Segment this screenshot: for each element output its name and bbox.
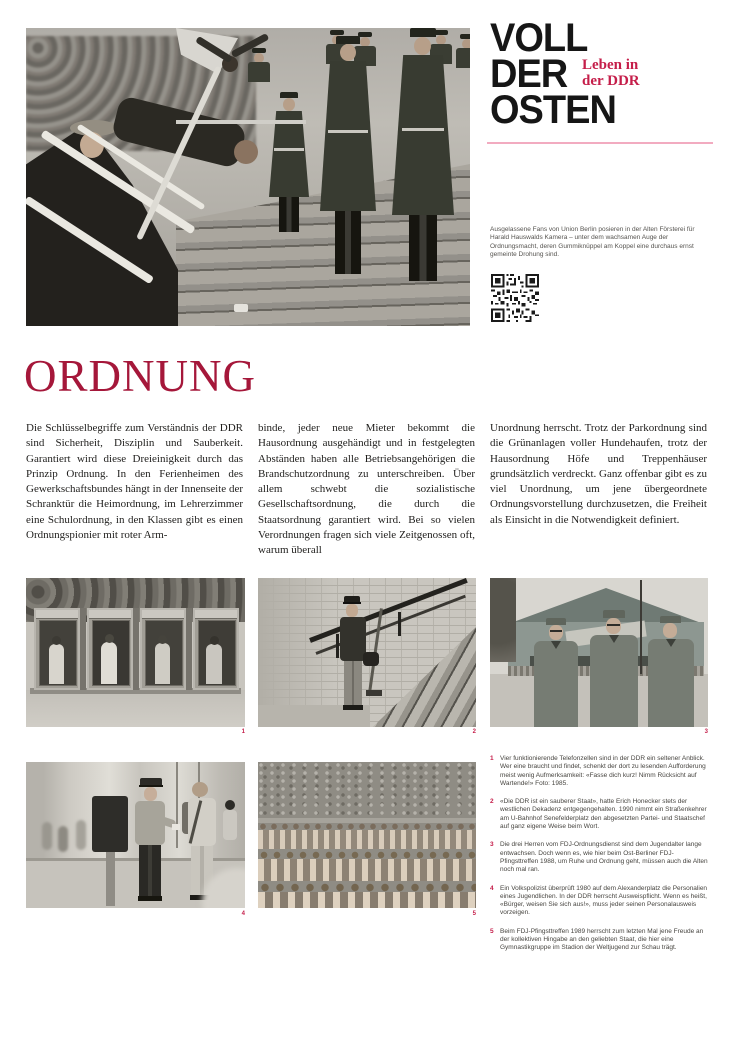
page-title: ORDNUNG bbox=[24, 351, 256, 401]
person-head bbox=[210, 636, 219, 645]
youth-hair bbox=[192, 782, 208, 797]
passerby-hair bbox=[225, 800, 235, 810]
officer-face bbox=[283, 98, 295, 111]
handrail-post bbox=[398, 612, 401, 636]
warden-face bbox=[663, 623, 677, 638]
warden-figure-left bbox=[534, 618, 578, 727]
phone-booth bbox=[140, 608, 186, 690]
warden-face bbox=[606, 618, 621, 634]
gymnast-row-bodies bbox=[258, 892, 476, 908]
gymnast-row-heads bbox=[258, 851, 476, 859]
gymnast-row-heads bbox=[258, 883, 476, 892]
warden-jacket bbox=[534, 641, 578, 727]
phone-booth bbox=[34, 608, 80, 690]
police-trousers bbox=[139, 845, 161, 897]
article-columns bbox=[26, 421, 708, 559]
litter-paper bbox=[234, 304, 248, 312]
warden-jacket bbox=[648, 639, 694, 727]
photo-gymnastics-formation bbox=[258, 762, 476, 908]
warden-glasses bbox=[607, 624, 620, 626]
officer-face bbox=[414, 37, 431, 55]
caption-number: 5 bbox=[490, 927, 494, 935]
warden-cap bbox=[603, 610, 625, 618]
caption-text: Beim FDJ-Pfingsttreffen 1989 herrscht zum letzten Mal jene Freude an der kollektiven Hingabe an den geliebten Staat, die hier eine Gymnastikgruppe im Stadion der Weltjugend zur Schau trägt. bbox=[500, 927, 704, 952]
officer-legs bbox=[409, 215, 437, 281]
caption-item bbox=[490, 841, 709, 874]
hero-caption: Ausgelassene Fans von Union Berlin posieren in der Alten Försterei für Harald Hauswalds Kamera – unter dem wachsamen Auge der Ordnungsmacht, deren Gummiknüppel am Koppel eine durchaus ernst gemeinte Drohung sind. bbox=[490, 226, 695, 258]
officer-belt bbox=[328, 130, 368, 133]
photo-union-fans-police bbox=[26, 28, 470, 326]
subtitle-line: Leben in bbox=[582, 57, 639, 73]
sweeper-bag bbox=[363, 652, 379, 666]
officer-belt bbox=[274, 148, 304, 151]
gymnast-row-heads bbox=[258, 823, 476, 830]
booth-sign bbox=[89, 610, 131, 619]
gymnast-row-bodies bbox=[258, 859, 476, 881]
tree-edge bbox=[490, 578, 516, 662]
article-column-1: Die Schlüsselbegriffe zum Verständnis der DDR sind Sicherheit, Disziplin und Sauberkeit. Garantiert wird diese Dreieinigkeit durch das Prinzip Ordnung. In den Ferienheimen des Gewerkschaftsbundes hängt in der Innenseite der Schranktür die Heimordnung, im Lehrerzimmer eine Schulordnung, in den Klassen gibt es einen Ordnungspionier mit roter Arm- bbox=[26, 422, 243, 542]
person-head bbox=[105, 634, 114, 643]
fan-crowd-mass bbox=[26, 124, 178, 326]
caption-text: Die drei Herren vom FDJ-Ordnungsdienst sind dem Jugendalter lange entwachsen. Doch wenn es, wie hier beim Ost-Berliner FDJ-Pfingsttreffen 1988, um Ruhe und Ordnung geht, müssen auch die Alten noch mal ran. bbox=[500, 841, 708, 874]
officer-coat bbox=[392, 55, 454, 215]
booth-sign bbox=[142, 610, 184, 619]
police-shoes bbox=[138, 896, 162, 901]
caption-text: Vier funktionierende Telefonzellen sind in der DDR ein seltener Anblick. Wer eine braucht und findet, schenkt der dort zu lesenden Aufforderung meist wenig Aufmerksamkeit: «Fasse dich kurz! Nimm Rücksicht auf Wartende!» Foto: 1985. bbox=[500, 755, 706, 787]
officer-figure-large bbox=[392, 28, 454, 284]
blurred-pedestrian bbox=[58, 826, 68, 852]
sweeper-trousers bbox=[344, 661, 362, 705]
person-silhouette bbox=[206, 644, 222, 684]
warden-glasses bbox=[550, 630, 562, 632]
sweeper-figure bbox=[336, 596, 376, 716]
phone-booth bbox=[193, 608, 239, 690]
id-papers bbox=[172, 824, 180, 830]
caption-number: 2 bbox=[490, 798, 494, 806]
pavement bbox=[26, 690, 245, 727]
flagpole bbox=[640, 580, 642, 674]
officer-figure-large bbox=[320, 36, 376, 276]
officer-coat bbox=[320, 61, 376, 211]
person-silhouette bbox=[49, 644, 64, 684]
caption-list bbox=[490, 755, 709, 963]
sweeper-face bbox=[346, 604, 358, 617]
officer-legs bbox=[279, 197, 299, 232]
caption-item bbox=[490, 928, 709, 953]
article-column-3: Unordnung herrscht. Trotz der Parkordnung sind die Grünanlagen voller Hundehaufen, trotz der Hausordnung Höfe und Treppenhäuser grundsätzlich verdreckt. Ganz offenbar gibt es zu viel Unordnung, um jene übergeordnete Ordnungsvorstellung durchzusetzen, die Freiheit als Einsicht in die Notwendigkeit definiert. bbox=[490, 422, 707, 526]
caption-text: «Die DDR ist ein sauberer Staat», hatte Erich Honecker stets der westlichen Dekadenz entgegengehalten. 1990 nimmt ein Straßenkehrer am U-Bahnhof Senefelderplatz den abgesetzten Partei- und Staatschef auf ganz eigene Weise beim Wort. bbox=[500, 798, 707, 831]
passerby-right bbox=[222, 800, 238, 844]
masthead-title-line: VOLL bbox=[490, 16, 588, 61]
booth-sign bbox=[195, 610, 237, 619]
passerby-body bbox=[223, 810, 237, 840]
photo-number: 2 bbox=[472, 729, 476, 735]
caption-number: 1 bbox=[490, 755, 494, 762]
photo-number: 5 bbox=[472, 911, 476, 917]
person-head bbox=[158, 635, 167, 644]
masthead-title-line: DER bbox=[490, 52, 568, 97]
officer-figure-small bbox=[248, 48, 270, 82]
masthead bbox=[490, 16, 720, 145]
photo-sweeper-stairs bbox=[258, 578, 476, 727]
caption-item bbox=[490, 885, 709, 918]
glass-frame bbox=[176, 762, 178, 848]
caption-item bbox=[490, 755, 709, 788]
fan-horizontal-head bbox=[234, 140, 258, 164]
officer-face bbox=[340, 44, 356, 61]
person-silhouette bbox=[101, 642, 117, 684]
caption-item bbox=[490, 798, 709, 831]
blurred-pedestrian bbox=[76, 820, 86, 850]
officer-figure-mid bbox=[269, 92, 309, 232]
photo-phone-booths bbox=[26, 578, 245, 727]
warden-cap bbox=[660, 616, 681, 623]
sweeper-shoes bbox=[343, 705, 363, 710]
warden-cap bbox=[546, 618, 566, 625]
police-face bbox=[144, 787, 157, 801]
warden-figure-right bbox=[648, 616, 694, 727]
person-head bbox=[52, 636, 61, 645]
masthead-title-line: OSTEN bbox=[490, 88, 616, 133]
blurred-pedestrian bbox=[42, 822, 52, 850]
masthead-subtitle bbox=[582, 57, 640, 89]
policeman-figure bbox=[130, 778, 176, 906]
masthead-rule bbox=[487, 142, 713, 144]
warden-jacket bbox=[590, 635, 638, 727]
officer-legs bbox=[335, 211, 361, 274]
photo-number: 1 bbox=[241, 729, 245, 735]
booth-pole bbox=[133, 608, 139, 690]
booth-pole bbox=[186, 608, 192, 690]
caption-text: Ein Volkspolizist überprüft 1980 auf dem Alexanderplatz die Personalien eines Jugendlichen. In der DDR herrscht Ausweispflicht. Wenn es heißt, «Bürger, weisen Sie sich aus!», muss jeder seinen Personalausweis vorzeigen. bbox=[500, 884, 708, 917]
subtitle-line: der DDR bbox=[582, 73, 640, 89]
photo-fdj-wardens bbox=[490, 578, 708, 727]
caption-number: 4 bbox=[490, 884, 494, 892]
officer-cap bbox=[410, 28, 436, 37]
officer-figure-small bbox=[456, 34, 470, 68]
photo-id-check bbox=[26, 762, 245, 908]
gymnast-row-bodies bbox=[258, 830, 476, 849]
officer-body bbox=[456, 48, 470, 68]
photo-number: 4 bbox=[241, 911, 245, 917]
booth-sign bbox=[36, 610, 78, 619]
officer-belt bbox=[402, 128, 444, 131]
photo-number: 3 bbox=[704, 729, 708, 735]
caption-number: 3 bbox=[490, 841, 494, 849]
warden-figure-center bbox=[590, 610, 638, 727]
qr-code-svg bbox=[490, 274, 540, 322]
stadium-crowd bbox=[258, 762, 476, 820]
qr-code-icon bbox=[490, 274, 540, 322]
litter-bin bbox=[92, 796, 128, 852]
officer-body bbox=[248, 62, 270, 82]
litter-bin-post bbox=[106, 852, 115, 906]
article-column-2: binde, jeder neue Mieter bekommt die Hausordnung ausgehändigt und in festgelegten Abständen haben alle Betriebsangehörigen die Brandschutzordnung zu unterschreiben. Über allem schwebt die sozialistische Gesellschaftsordnung, die durch die Staatsordnung garantiert wird. Bei so vielen Verordnungen fragen sich viele Zeitgenossen oft, warum überall bbox=[258, 422, 475, 557]
booth-pole bbox=[80, 608, 86, 690]
person-silhouette bbox=[155, 643, 170, 684]
warden-face bbox=[549, 625, 563, 640]
phone-booth bbox=[87, 608, 133, 690]
officer-cap bbox=[336, 36, 360, 44]
